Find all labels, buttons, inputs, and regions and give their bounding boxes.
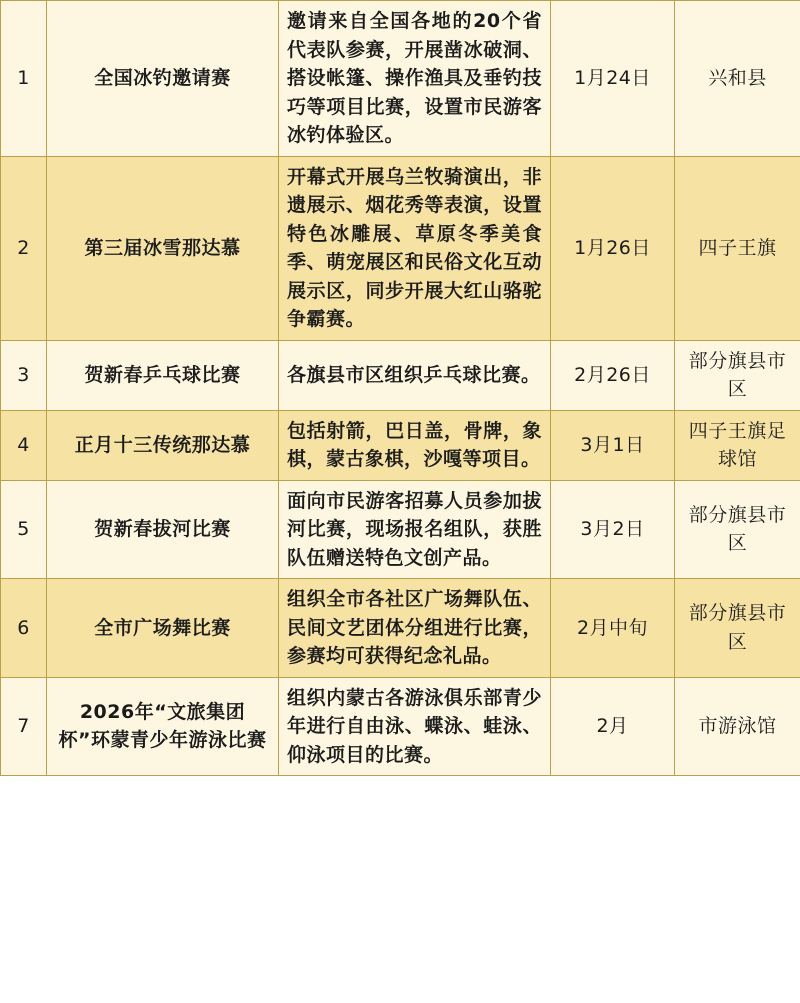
row-index: 4 [1,410,47,480]
event-place: 四子王旗足球馆 [675,410,800,480]
table-row [1,579,800,678]
table-row [1,156,800,340]
table-row [1,1,800,157]
event-name: 全国冰钓邀请赛 [47,1,279,157]
event-name: 贺新春拔河比赛 [47,480,279,579]
event-place: 部分旗县市区 [675,480,800,579]
event-date: 2月26日 [551,340,675,410]
event-name: 贺新春乒乓球比赛 [47,340,279,410]
event-date: 3月1日 [551,410,675,480]
table-row [1,410,800,480]
event-description: 包括射箭，巴日盖，骨牌，象棋，蒙古象棋，沙嘎等项目。 [279,410,551,480]
row-index: 5 [1,480,47,579]
event-description: 面向市民游客招募人员参加拔河比赛，现场报名组队，获胜队伍赠送特色文创产品。 [279,480,551,579]
event-date: 2月 [551,677,675,776]
event-name: 2026年“文旅集团杯”环蒙青少年游泳比赛 [47,677,279,776]
event-name: 全市广场舞比赛 [47,579,279,678]
row-index: 1 [1,1,47,157]
row-index: 7 [1,677,47,776]
event-description: 组织全市各社区广场舞队伍、民间文艺团体分组进行比赛，参赛均可获得纪念礼品。 [279,579,551,678]
event-place: 市游泳馆 [675,677,800,776]
event-place: 部分旗县市区 [675,579,800,678]
event-description: 组织内蒙古各游泳俱乐部青少年进行自由泳、蝶泳、蛙泳、仰泳项目的比赛。 [279,677,551,776]
event-description: 各旗县市区组织乒乓球比赛。 [279,340,551,410]
table-row [1,340,800,410]
event-date: 1月26日 [551,156,675,340]
event-date: 1月24日 [551,1,675,157]
event-place: 部分旗县市区 [675,340,800,410]
event-place: 兴和县 [675,1,800,157]
event-place: 四子王旗 [675,156,800,340]
event-date: 3月2日 [551,480,675,579]
event-description: 邀请来自全国各地的20个省代表队参赛，开展凿冰破洞、搭设帐篷、操作渔具及垂钓技巧等项目比赛，设置市民游客冰钓体验区。 [279,1,551,157]
row-index: 6 [1,579,47,678]
event-name: 正月十三传统那达慕 [47,410,279,480]
row-index: 3 [1,340,47,410]
event-date: 2月中旬 [551,579,675,678]
table-row [1,480,800,579]
event-description: 开幕式开展乌兰牧骑演出，非遗展示、烟花秀等表演，设置特色冰雕展、草原冬季美食季、萌宠展区和民俗文化互动展示区，同步开展大红山骆驼争霸赛。 [279,156,551,340]
table-row [1,677,800,776]
row-index: 2 [1,156,47,340]
event-name: 第三届冰雪那达慕 [47,156,279,340]
